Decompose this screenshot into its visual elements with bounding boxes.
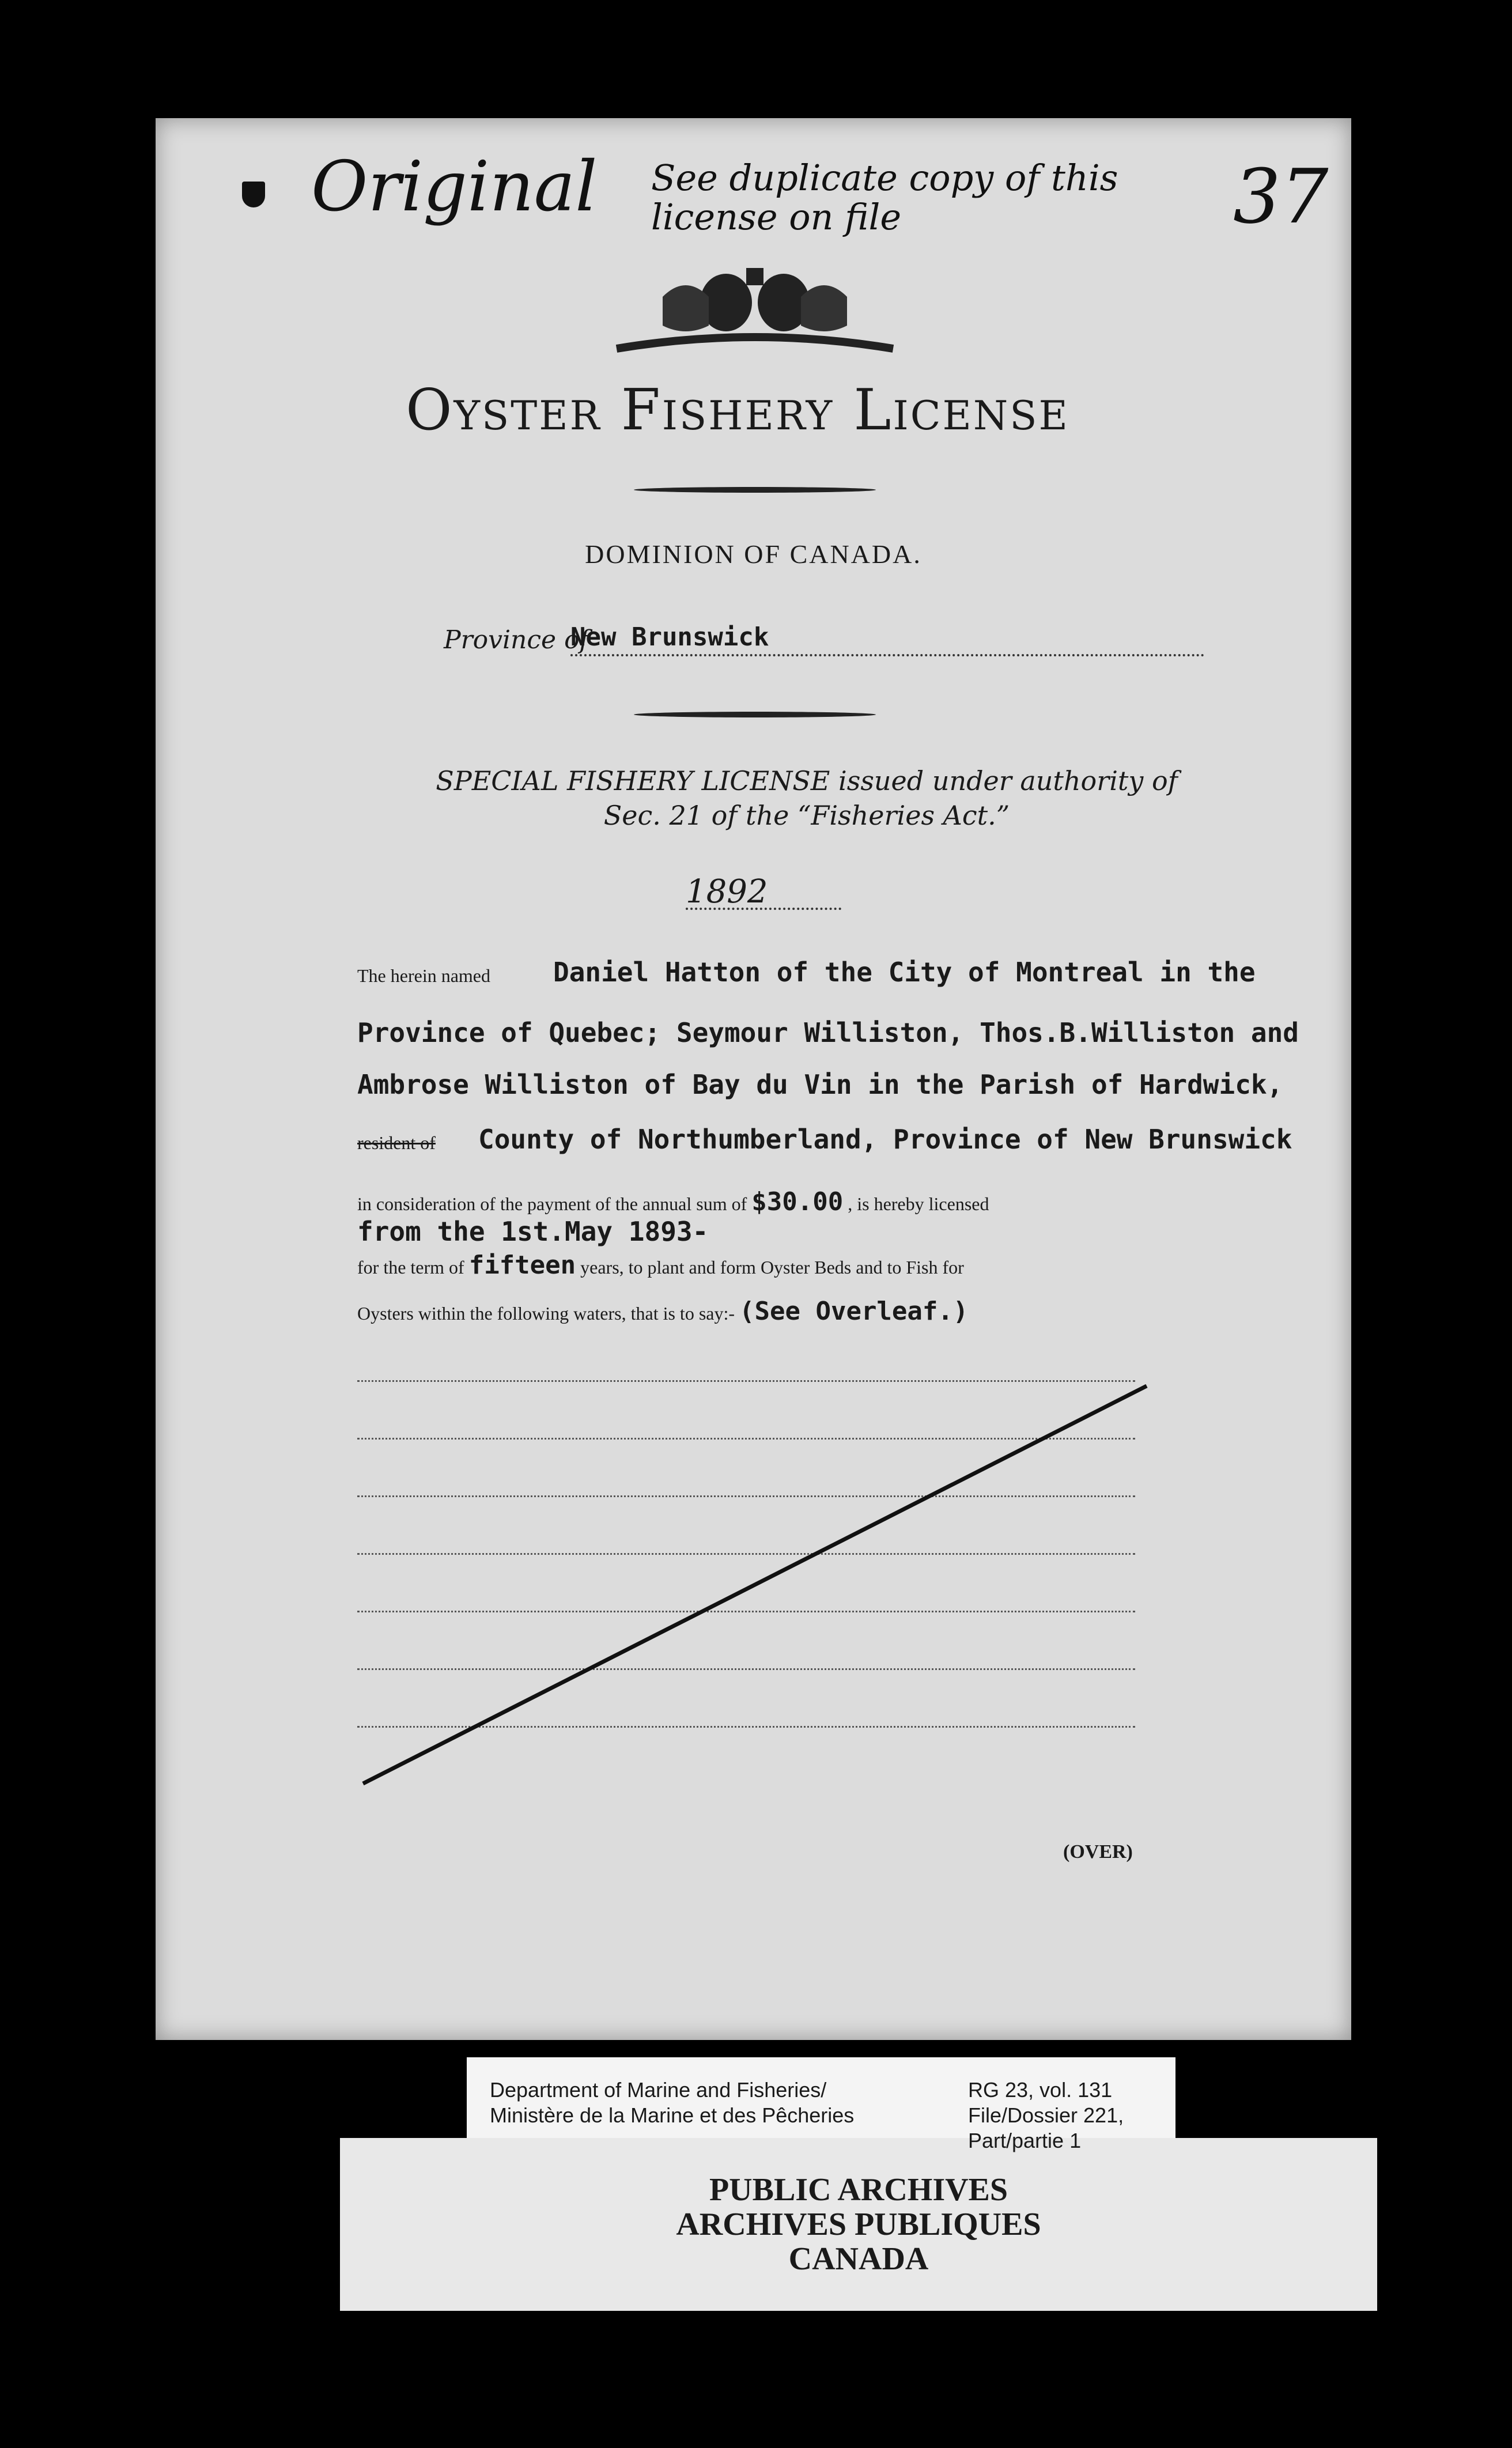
special-license-text [363,764,1250,833]
special-line-2: Sec. 21 of the “Fisheries Act.” [603,800,1010,831]
handwritten-original: Original [311,147,598,227]
named-line-2: Province of Quebec; Seymour Williston, Thos.B.Williston and [357,1017,1299,1048]
consideration-line [357,1187,989,1217]
stamp-line-1: PUBLIC ARCHIVES [709,2172,1008,2208]
named-line-3: Ambrose Williston of Bay du Vin in the Parish of Hardwick, [357,1069,1283,1100]
license-year: 1892 [686,873,768,911]
archive-stamp-strip [340,2138,1377,2311]
reference-1: RG 23, vol. 131 [968,2078,1113,2102]
royal-crest-icon [594,262,916,360]
term-line [357,1251,964,1280]
term-value: fifteen [468,1251,576,1280]
department-en: Department of Marine and Fisheries/ [490,2078,827,2102]
term-prefix: for the term of [357,1257,464,1278]
stamp-line-3: CANADA [788,2241,929,2277]
dominion-heading: DOMINION OF CANADA. [585,539,922,569]
archive-reference-label [467,2057,1175,2152]
see-overleaf: (See Overleaf.) [739,1297,969,1326]
province-dotted-line [570,654,1204,656]
archive-stamp [340,2173,1377,2276]
corner-mark-icon [242,182,265,207]
department-label [490,2077,854,2128]
special-line-1: SPECIAL FISHERY LICENSE issued under authority of [436,765,1178,796]
license-page [156,118,1351,2040]
consideration-text: in consideration of the payment of the annual sum of [357,1193,747,1214]
reference-label [968,2077,1124,2154]
over-label: (OVER) [1063,1841,1133,1863]
sum-value: $30.00 [751,1187,844,1217]
licensed-text: , is hereby licensed [848,1193,989,1214]
handwritten-number: 37 [1233,153,1329,240]
stamp-line-2: ARCHIVES PUBLIQUES [676,2207,1041,2242]
ornament-divider [634,487,876,493]
year-dotted-line [686,908,841,910]
term-suffix: years, to plant and form Oyster Beds and to Fish for [580,1257,964,1278]
province-value: New Brunswick [570,622,769,652]
ornament-divider [634,712,876,717]
reference-2: File/Dossier 221, [968,2103,1124,2127]
diagonal-strike-line [357,1380,1152,1789]
from-date: from the 1st.May 1893- [357,1216,709,1247]
department-fr: Ministère de la Marine et des Pêcheries [490,2103,855,2127]
named-line-1: Daniel Hatton of the City of Montreal in the [553,957,1256,988]
province-label: Province of [444,625,589,655]
waters-text: Oysters within the following waters, that is to say:- [357,1303,735,1324]
license-title: Oyster Fishery License [406,377,1069,443]
waters-line [357,1297,968,1326]
handwritten-note: See duplicate copy of this license on file [651,157,1118,238]
named-line-4: County of Northumberland, Province of New Brunswick [478,1124,1292,1155]
herein-prefix: The herein named [357,965,490,986]
resident-prefix: resident of [357,1132,436,1153]
reference-3: Part/partie 1 [968,2129,1082,2152]
